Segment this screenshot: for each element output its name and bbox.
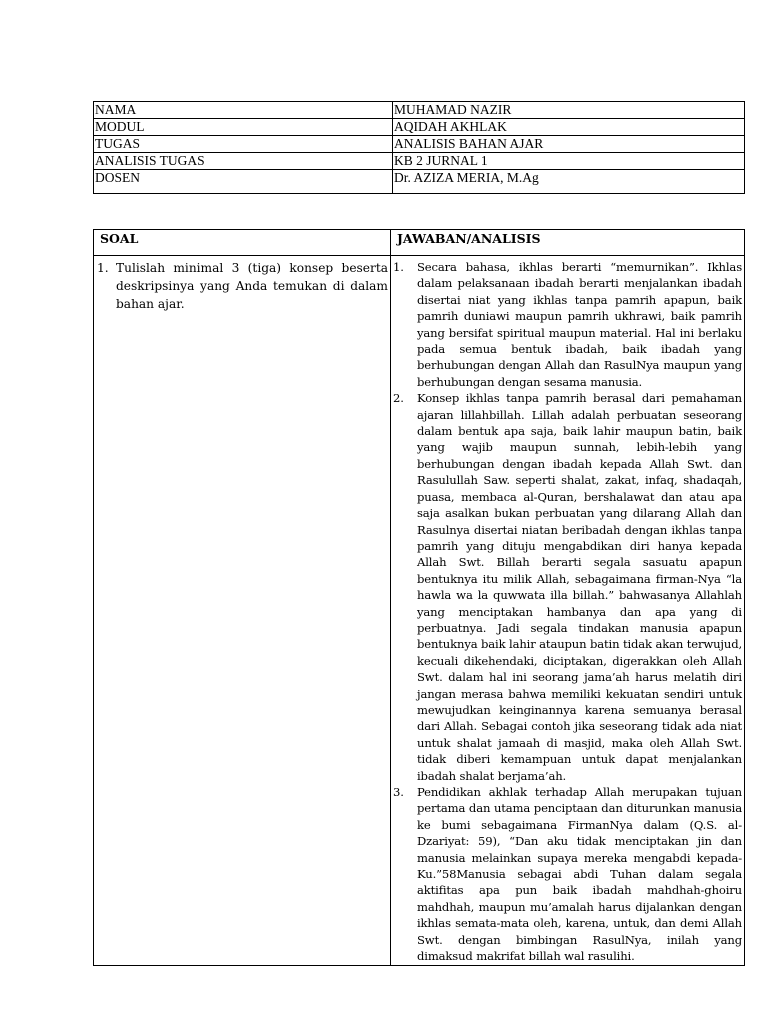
qa-header-row xyxy=(94,230,745,256)
identity-row-modul xyxy=(94,119,745,136)
identity-label: TUGAS xyxy=(94,136,393,153)
identity-label: ANALISIS TUGAS xyxy=(94,153,393,170)
answer-text: Pendidikan akhlak terhadap Allah merupakan tujuan pertama dan utama penciptaan dan diturunkan manusia ke bumi sebagaimana FirmanNya dalam (Q.S. al-Dzariyat: 59), “Dan aku tidak menciptakan jin dan manusia melainkan supaya mereka mengabdi kepada-Ku.”58Manusia sebagai abdi Tuhan dalam segala aktifitas apa pun baik ibadah mahdhah-ghoiru mahdhah, maupun mu’amalah harus dijalankan dengan ikhlas semata-mata oleh, karena, untuk, dan demi Allah Swt. dengan bimbingan RasulNya, inilah yang dimaksud makrifat billah wal rasulihi. xyxy=(417,785,742,964)
answer-number: 2. xyxy=(393,391,404,406)
identity-table xyxy=(93,101,745,194)
answer-number: 3. xyxy=(393,785,404,799)
answer-number: 1. xyxy=(393,260,404,274)
identity-row-tugas xyxy=(94,136,745,153)
identity-label: DOSEN xyxy=(94,170,393,194)
identity-value: KB 2 JURNAL 1 xyxy=(393,153,745,170)
answer-item xyxy=(393,259,742,390)
question-text: Tulislah minimal 3 (tiga) konsep beserta deskripsinya yang Anda temukan di dalam bahan ajar. xyxy=(116,261,388,311)
qa-body-row xyxy=(94,256,745,966)
identity-value: ANALISIS BAHAN AJAR xyxy=(393,136,745,153)
answer-item xyxy=(393,784,742,964)
soal-cell xyxy=(94,256,391,966)
identity-row-nama xyxy=(94,102,745,119)
jawaban-header: JAWABAN/ANALISIS xyxy=(391,230,745,256)
question-answer-table xyxy=(93,229,745,966)
identity-row-analisis-tugas xyxy=(94,153,745,170)
identity-row-dosen xyxy=(94,170,745,194)
identity-label: NAMA xyxy=(94,102,393,119)
identity-value: AQIDAH AKHLAK xyxy=(393,119,745,136)
answer-text: Konsep ikhlas tanpa pamrih berasal dari pemahaman ajaran lillahbillah. Lillah adalah perbuatan seseorang dalam bentuk apa saja, baik lahir maupun batin, baik yang wajib maupun sunnah, lebih-lebih yang berhubungan dengan ibadah kepada Allah Swt. dan Rasulullah Saw. seperti shalat, zakat, infaq, shadaqah, puasa, membaca al-Quran, bershalawat dan atau apa saja asalkan bukan perbuatan yang dilarang Allah dan Rasulnya disertai niatan beribadah dengan ikhlas tanpa pamrih yang dituju mengabdikan diri hanya kepada Allah Swt. Billah berarti segala sasuatu apapun bentuknya itu milik Allah, sebagaimana firman-Nya “la hawla wa la quwwata illa billah.” bahwasanya Allahlah yang menciptakan hambanya dan apa yang di perbuatnya. Jadi segala tindakan manusia apapun bentuknya baik lahir ataupun batin tidak akan terwujud, kecuali dikehendaki, diciptakan, digerakkan oleh Allah Swt. dalam hal ini seorang jama’ah harus melatih diri jangan merasa bahwa memiliki kekuatan sendiri untuk mewujudkan keinginannya karena semuanya berasal dari Allah. Sebagai contoh jika seseorang tidak ada niat untuk shalat jamaah di masjid, maka oleh Allah Swt. tidak diberi kemampuan untuk dapat menjalankan ibadah shalat berjama’ah. xyxy=(417,391,742,783)
soal-header: SOAL xyxy=(94,230,391,256)
question-list xyxy=(96,259,388,313)
question-item xyxy=(97,259,388,313)
answer-text: Secara bahasa, ikhlas berarti “memurnikan”. Ikhlas dalam pelaksanaan ibadah berarti menjalankan ibadah disertai niat yang ikhlas tanpa pamrih apapun, baik pamrih duniawi maupun pamrih ukhrawi, baik pamrih yang bersifat spiritual maupun material. Hal ini berlaku pada semua bentuk ibadah, baik ibadah yang berhubungan dengan Allah dan RasulNya maupun yang berhubungan dengan sesama manusia. xyxy=(417,260,742,389)
identity-value: Dr. AZIZA MERIA, M.Ag xyxy=(393,170,745,194)
answer-item xyxy=(393,390,742,784)
answer-list xyxy=(393,259,742,964)
jawaban-cell xyxy=(391,256,745,966)
question-number: 1. xyxy=(97,261,109,275)
identity-label: MODUL xyxy=(94,119,393,136)
identity-value: MUHAMAD NAZIR xyxy=(393,102,745,119)
